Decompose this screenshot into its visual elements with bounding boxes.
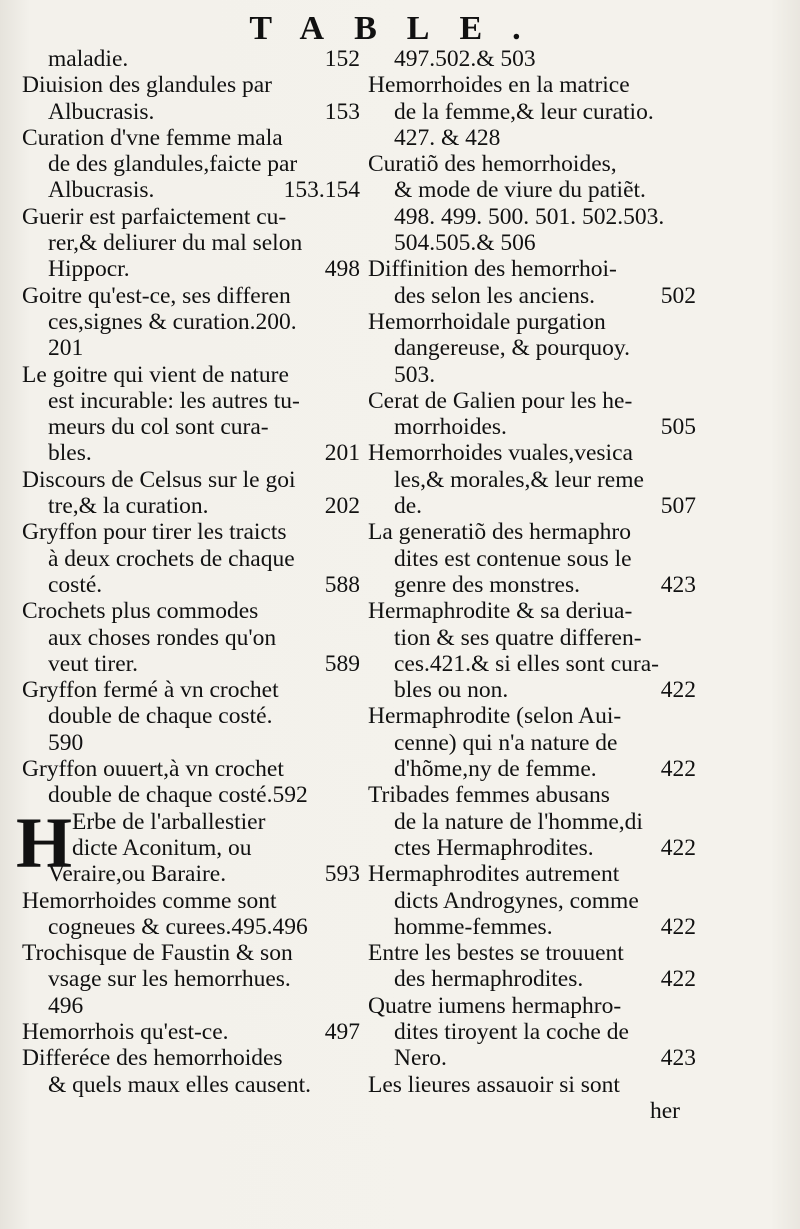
- entry-text: Tribades femmes abusans: [368, 782, 610, 809]
- page-number: 497: [324, 1018, 360, 1045]
- index-line: [368, 651, 698, 677]
- index-line: [368, 256, 698, 282]
- entry-text: & mode de viure du patiẽt.: [394, 177, 646, 204]
- page-number: 202: [324, 493, 360, 520]
- page-number: 423: [660, 571, 696, 598]
- right-column: [368, 46, 698, 1216]
- index-line: [22, 940, 360, 966]
- entry-text: her: [650, 1097, 681, 1124]
- index-line: [368, 703, 698, 729]
- index-line: [22, 440, 360, 466]
- entry-text: dicte Aconitum, ou: [72, 834, 252, 861]
- page-number: 423: [660, 1045, 696, 1072]
- entry-text: Entre les bestes se trouuent: [368, 940, 624, 967]
- page-number: 422: [660, 834, 696, 861]
- index-line: [368, 809, 698, 835]
- index-line: [368, 914, 698, 940]
- entry-text: ces,signes & curation.200.: [48, 308, 297, 335]
- index-line: [22, 1045, 360, 1071]
- entry-text: Le goitre qui vient de nature: [22, 361, 289, 388]
- entry-text: ces.421.& si elles sont cura-: [394, 650, 659, 677]
- entry-text: Hemorrhois qu'est-ce.: [22, 1018, 229, 1045]
- entry-text: & quels maux elles causent.: [48, 1071, 311, 1098]
- page-header: TABLE.: [249, 10, 551, 47]
- index-line: [22, 283, 360, 309]
- page-number: 153: [324, 98, 360, 125]
- index-line: [22, 888, 360, 914]
- entry-text: Hemorrhoides en la matrice: [368, 72, 630, 99]
- page-number: 152: [324, 46, 360, 72]
- entry-text: bles.: [48, 440, 92, 467]
- page-number: 593: [324, 861, 360, 888]
- entry-text: Hermaphrodite & sa deriua-: [368, 598, 633, 625]
- index-line: [22, 993, 360, 1019]
- entry-text: aux choses rondes qu'on: [48, 624, 277, 651]
- index-line: [22, 99, 360, 125]
- entry-text: dites est contenue sous le: [394, 545, 632, 572]
- entry-text: Diffinition des hemorrhoi-: [368, 256, 617, 283]
- entry-text: Differéce des hemorrhoides: [22, 1045, 283, 1072]
- index-line: [368, 1098, 698, 1124]
- index-line: [22, 151, 360, 177]
- index-line: [368, 125, 698, 151]
- index-line: [368, 1019, 698, 1045]
- index-line: [368, 440, 698, 466]
- index-line: [368, 782, 698, 808]
- entry-text: cenne) qui n'a nature de: [394, 729, 618, 756]
- index-line: [368, 835, 698, 861]
- index-line: [22, 756, 360, 782]
- page-number: 498: [324, 256, 360, 283]
- index-line: [22, 414, 360, 440]
- index-line: [22, 703, 360, 729]
- page-number: 201: [324, 440, 360, 467]
- entry-text: Curation d'vne femme mala: [22, 124, 283, 151]
- index-line: [368, 467, 698, 493]
- index-line: [22, 72, 360, 98]
- index-line: [22, 125, 360, 151]
- entry-text: Diuision des glandules par: [22, 72, 272, 99]
- entry-text: Hemorrhoidale purgation: [368, 308, 606, 335]
- index-line: [368, 309, 698, 335]
- page-number: 422: [660, 966, 696, 993]
- index-line: [368, 730, 698, 756]
- entry-text: Trochisque de Faustin & son: [22, 940, 293, 967]
- page-number: 507: [660, 493, 696, 520]
- entry-text: Erbe de l'arballestier: [72, 808, 266, 835]
- entry-text: homme-femmes.: [394, 913, 553, 940]
- index-line: [368, 177, 698, 203]
- index-line: [22, 493, 360, 519]
- entry-text: Goitre qu'est-ce, ses differen: [22, 282, 291, 309]
- entry-text: maladie.: [48, 46, 129, 72]
- index-line: [22, 730, 360, 756]
- entry-text: 590: [48, 729, 84, 756]
- index-line: [368, 1072, 698, 1098]
- index-line: [22, 966, 360, 992]
- index-line: [368, 46, 698, 72]
- index-line: [22, 362, 360, 388]
- page-number: 422: [660, 913, 696, 940]
- entry-text: les,& morales,& leur reme: [394, 466, 644, 493]
- index-line: [368, 598, 698, 624]
- entry-text: tion & ses quatre differen-: [394, 624, 642, 651]
- entry-text: Gryffon fermé à vn crochet: [22, 677, 279, 704]
- index-line: [368, 493, 698, 519]
- entry-text: vsage sur les hemorrhues.: [48, 966, 291, 993]
- entry-text: double de chaque costé.: [48, 703, 273, 730]
- index-line: [368, 888, 698, 914]
- index-line: [368, 414, 698, 440]
- index-line: [22, 46, 360, 72]
- index-line: [22, 204, 360, 230]
- entry-text: Les lieures assauoir si sont: [368, 1071, 620, 1098]
- page-number: 588: [324, 571, 360, 598]
- index-line: [368, 546, 698, 572]
- entry-text: Hemorrhoides vuales,vesica: [368, 440, 633, 467]
- entry-text: Hermaphrodite (selon Aui-: [368, 703, 622, 730]
- index-line: [368, 230, 698, 256]
- entry-text: Gryffon ouuert,à vn crochet: [22, 756, 284, 783]
- index-line: [368, 335, 698, 361]
- index-line: [22, 782, 360, 808]
- entry-text: de des glandules,faicte par: [48, 151, 298, 178]
- entry-text: double de chaque costé.592: [48, 782, 308, 809]
- index-line: [22, 914, 360, 940]
- page-number: 422: [660, 677, 696, 704]
- page-number: 422: [660, 756, 696, 783]
- index-line: [22, 177, 360, 203]
- index-line: [368, 940, 698, 966]
- entry-text: Crochets plus commodes: [22, 598, 259, 625]
- entry-text: dites tiroyent la coche de: [394, 1018, 629, 1045]
- entry-text: des hermaphrodites.: [394, 966, 584, 993]
- index-line: [368, 362, 698, 388]
- entry-text: bles ou non.: [394, 677, 509, 704]
- index-line: [22, 677, 360, 703]
- entry-text: costé.: [48, 571, 103, 598]
- entry-text: morrhoides.: [394, 414, 507, 441]
- index-line: [22, 598, 360, 624]
- entry-text: 497.502.& 503: [394, 46, 536, 72]
- entry-text: Nero.: [394, 1045, 447, 1072]
- page-number: 153.154: [283, 177, 360, 204]
- index-line: [22, 230, 360, 256]
- index-line: [368, 519, 698, 545]
- entry-text: Hippocr.: [48, 256, 130, 283]
- index-line: [368, 99, 698, 125]
- index-line: [22, 1019, 360, 1045]
- entry-text: 504.505.& 506: [394, 230, 536, 257]
- index-line: [22, 835, 360, 861]
- index-line: [22, 861, 360, 887]
- entry-text: dangereuse, & pourquoy.: [394, 335, 631, 362]
- entry-text: La generatiõ des hermaphro: [368, 519, 631, 546]
- index-line: [22, 467, 360, 493]
- index-line: [22, 572, 360, 598]
- page-number: 589: [324, 650, 360, 677]
- entry-text: dicts Androgynes, comme: [394, 887, 639, 914]
- entry-text: cogneues & curees.495.496: [48, 913, 308, 940]
- entry-text: est incurable: les autres tu-: [48, 387, 300, 414]
- entry-text: ctes Hermaphrodites.: [394, 834, 594, 861]
- index-line: [22, 625, 360, 651]
- page-number: 502: [660, 282, 696, 309]
- index-line: [22, 309, 360, 335]
- index-line: [368, 388, 698, 414]
- index-line: [368, 283, 698, 309]
- entry-text: 496: [48, 992, 84, 1019]
- entry-text: 201: [48, 335, 84, 362]
- entry-text: 503.: [394, 361, 436, 388]
- index-line: [368, 1045, 698, 1071]
- entry-text: Cerat de Galien pour les he-: [368, 387, 633, 414]
- entry-text: des selon les anciens.: [394, 282, 596, 309]
- entry-text: de la femme,& leur curatio.: [394, 98, 654, 125]
- entry-text: Guerir est parfaictement cu-: [22, 203, 287, 230]
- index-line: [368, 204, 698, 230]
- index-line: [368, 756, 698, 782]
- entry-text: 498. 499. 500. 501. 502.503.: [394, 203, 665, 230]
- entry-text: tre,& la curation.: [48, 493, 209, 520]
- entry-text: Albucrasis.: [48, 177, 155, 204]
- index-line: [368, 966, 698, 992]
- drop-cap-letter: H: [16, 802, 73, 883]
- index-line: [368, 72, 698, 98]
- entry-text: Quatre iumens hermaphro-: [368, 992, 622, 1019]
- index-line: [368, 572, 698, 598]
- index-line: [368, 151, 698, 177]
- index-line: [368, 677, 698, 703]
- entry-text: d'hõme,ny de femme.: [394, 756, 597, 783]
- index-line: [368, 993, 698, 1019]
- index-line: [22, 519, 360, 545]
- entry-text: de la nature de l'homme,di: [394, 808, 643, 835]
- entry-text: Curatiõ des hemorrhoides,: [368, 151, 617, 178]
- entry-text: meurs du col sont cura-: [48, 414, 269, 441]
- entry-text: Veraire,ou Baraire.: [48, 861, 227, 888]
- entry-text: rer,& deliurer du mal selon: [48, 230, 303, 257]
- index-line: [22, 651, 360, 677]
- entry-text: Hemorrhoides comme sont: [22, 887, 277, 914]
- entry-text: Albucrasis.: [48, 98, 155, 125]
- entry-text: genre des monstres.: [394, 571, 580, 598]
- entry-text: Gryffon pour tirer les traicts: [22, 519, 287, 546]
- entry-text: à deux crochets de chaque: [48, 545, 295, 572]
- entry-text: 427. & 428: [394, 124, 501, 151]
- index-line: [368, 861, 698, 887]
- index-line: [22, 256, 360, 282]
- entry-text: de.: [394, 493, 423, 520]
- index-line: [22, 335, 360, 361]
- index-line: [368, 625, 698, 651]
- index-line: [22, 1072, 360, 1098]
- index-line: [22, 388, 360, 414]
- entry-text: veut tirer.: [48, 650, 139, 677]
- index-line: [22, 546, 360, 572]
- left-column: [16, 46, 360, 1216]
- entry-text: Discours de Celsus sur le goi: [22, 466, 296, 493]
- entry-text: Hermaphrodites autrement: [368, 861, 620, 888]
- page-number: 505: [660, 414, 696, 441]
